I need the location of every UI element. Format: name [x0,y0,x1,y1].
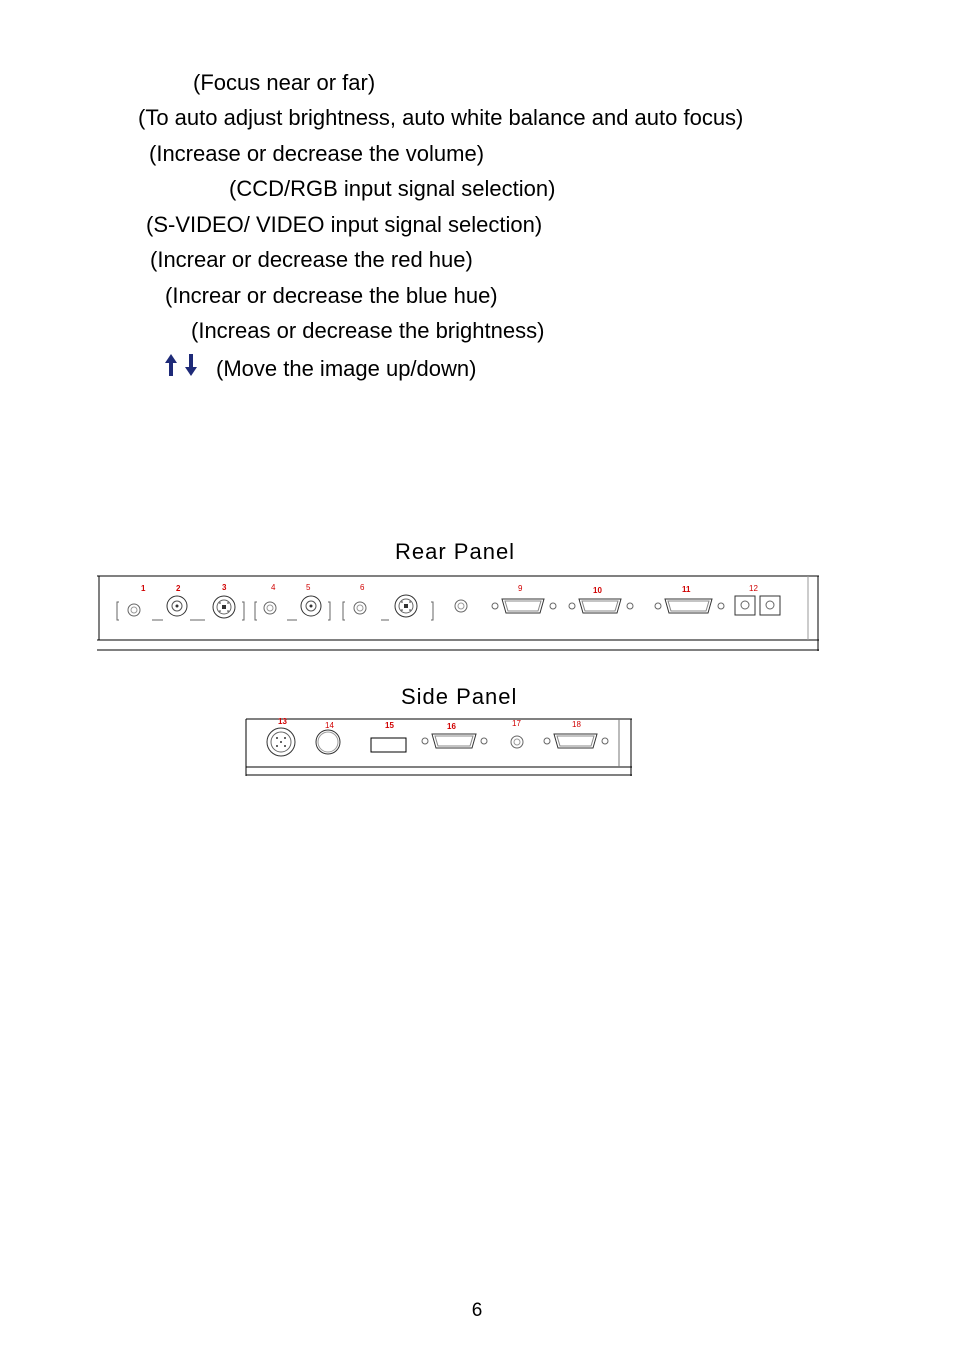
rear-port-3-svideo [213,596,235,618]
arrow-icons [163,352,203,380]
rear-port-5-bnc [301,596,321,616]
rear-label-4: 4 [271,583,276,592]
side-label-14: 14 [325,721,334,730]
rear-label-5: 5 [306,583,311,592]
side-label-15: 15 [385,721,394,730]
side-port-17-jack [511,736,523,748]
instruction-auto-adjust: (To auto adjust brightness, auto white balance and auto focus) [138,105,744,130]
instruction-volume: (Increase or decrease the volume) [149,141,485,166]
side-label-17: 17 [512,719,521,728]
instruction-brightness: (Increas or decrease the brightness) [191,318,545,343]
instruction-svideo-video: (S-VIDEO/ VIDEO input signal selection) [146,212,543,237]
side-panel-diagram [245,718,633,778]
rear-label-11: 11 [682,585,691,594]
rear-port-4-jack [264,602,276,614]
rear-label-3: 3 [222,583,227,592]
page-number: 6 [471,1300,483,1321]
rear-label-2: 2 [176,584,181,593]
instruction-focus: (Focus near or far) [193,70,376,95]
instruction-ccd-rgb: (CCD/RGB input signal selection) [229,176,556,201]
rear-port-10-dsub [569,599,633,613]
rear-port-6-jack [354,602,366,614]
side-label-16: 16 [447,722,456,731]
rear-port-small-jack [455,600,467,612]
side-port-18-dsub [544,734,608,748]
rear-port-2-bnc [167,596,187,616]
instruction-blue-hue: (Increar or decrease the blue hue) [165,283,498,308]
rear-port-svideo-2 [395,595,417,617]
arrow-up-icon [165,354,177,376]
rear-port-9-dsub [492,599,556,613]
side-port-14-jack [316,730,340,754]
rear-port-1-jack [128,604,140,616]
rear-panel-diagram [97,575,819,652]
side-label-18: 18 [572,720,581,729]
side-port-16-dsub [422,734,487,748]
side-label-13: 13 [278,717,287,726]
instruction-move-image: (Move the image up/down) [216,356,477,381]
rear-label-10: 10 [593,586,602,595]
side-panel-title: Side Panel [401,684,518,709]
instruction-red-hue: (Increar or decrease the red hue) [150,247,473,272]
side-port-15-slot [371,738,406,752]
rear-label-6: 6 [360,583,365,592]
rear-panel-title: Rear Panel [395,539,516,564]
rear-label-12: 12 [749,584,758,593]
rear-port-11-dsub [655,599,724,613]
side-port-13-svideo [267,728,295,756]
rear-label-9: 9 [518,584,523,593]
arrow-down-icon [185,354,197,376]
rear-label-1: 1 [141,584,146,593]
rear-port-12-power [735,596,780,615]
